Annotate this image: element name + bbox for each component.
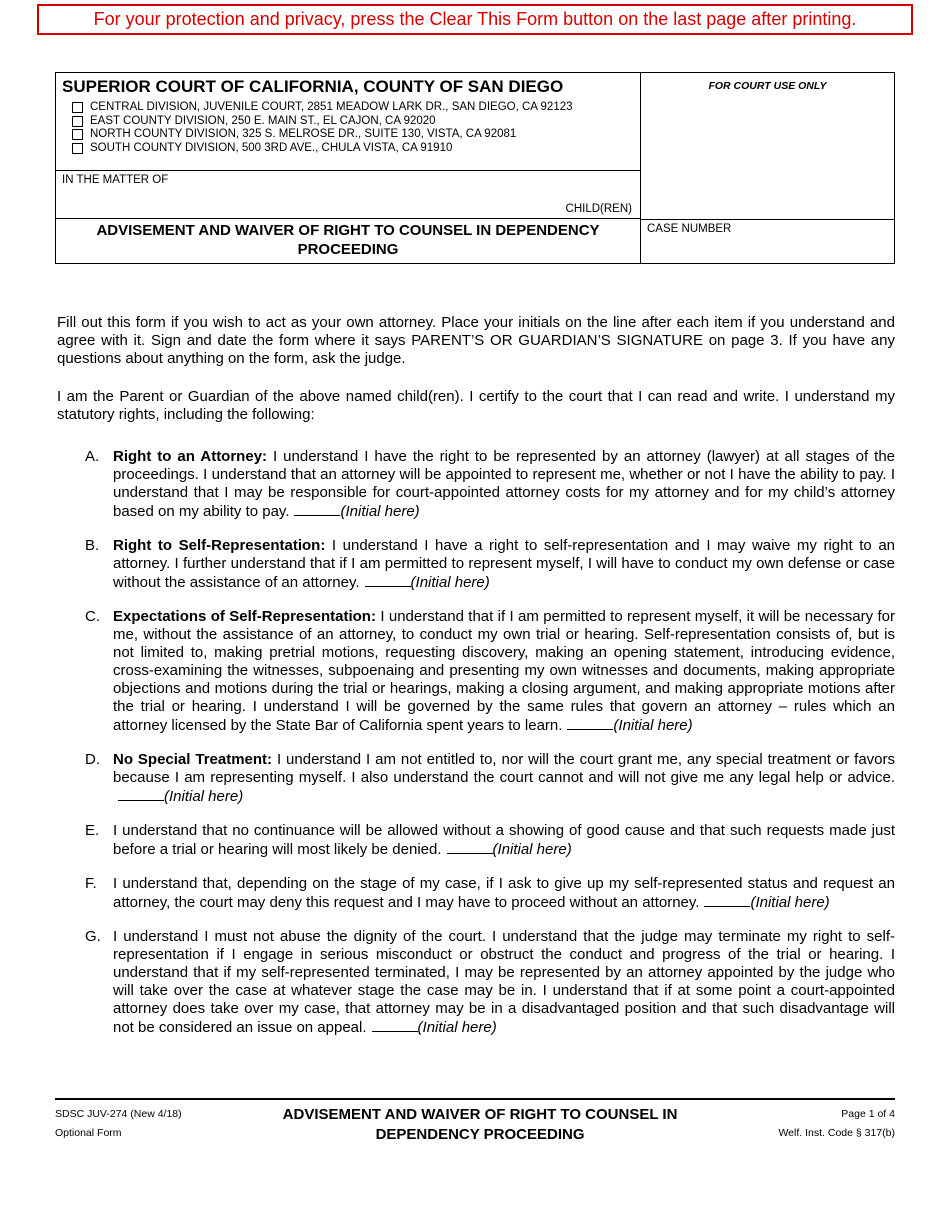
children-label: CHILD(REN) xyxy=(565,203,632,215)
item-title: Right to Self-Representation: xyxy=(113,537,332,554)
item-text xyxy=(113,448,895,521)
form-title-cell xyxy=(56,219,641,263)
statute-reference: Welf. Inst. Code § 317(b) xyxy=(778,1127,895,1139)
item-letter: A. xyxy=(85,448,100,465)
advisement-item-b xyxy=(57,537,895,592)
case-number-label: CASE NUMBER xyxy=(647,223,732,235)
division-row-south xyxy=(72,142,634,156)
initials-blank[interactable] xyxy=(365,573,411,587)
initials-blank[interactable] xyxy=(704,893,750,907)
initials-blank[interactable] xyxy=(372,1018,418,1032)
initial-here-label: (Initial here) xyxy=(613,717,693,734)
division-label: EAST COUNTY DIVISION, 250 E. MAIN ST., EL CAJON, CA 92020 xyxy=(90,114,436,127)
item-title: No Special Treatment: xyxy=(113,751,277,768)
item-text xyxy=(113,875,895,912)
division-checkbox-central[interactable] xyxy=(72,102,83,113)
item-text xyxy=(113,537,895,592)
division-row-north xyxy=(72,128,634,142)
form-body xyxy=(57,314,895,1053)
privacy-banner: For your protection and privacy, press the Clear This Form button on the last page after printing. xyxy=(37,4,913,35)
initial-here-label: (Initial here) xyxy=(164,788,244,805)
initial-here-label: (Initial here) xyxy=(492,841,572,858)
item-body-text: I understand I have the right to be represented by an attorney (lawyer) at all stages of the proceedings. I understand that an attorney will be appointed to represent me, whether or not I have the ability to pay. I understand that I may be responsible for court-appointed attorney costs for my attorney and for my child’s attorney based on my ability to pay. xyxy=(113,448,895,520)
for-court-use-cell xyxy=(641,73,894,219)
item-body-text: I understand I must not abuse the dignity of the court. I understand that the judge may terminate my right to self-representation if I engage in serious misconduct or obstruct the conduct and progress of the trial or hearing. I understand that if my self-represented terminated, I may be represented by an attorney appointed by the judge who will take over the case at whatever stage the case may be in. I understand that if at some point a court-appointed attorney does take over my case, that attorney may be in a disadvantaged position and that such disadvantage will not be considered an issue on appeal. xyxy=(113,928,895,1036)
division-row-east xyxy=(72,115,634,129)
initial-here-label: (Initial here) xyxy=(410,574,490,591)
advisement-item-d xyxy=(57,751,895,806)
advisement-item-g xyxy=(57,928,895,1037)
division-list xyxy=(72,101,634,155)
certification-paragraph: I am the Parent or Guardian of the above named child(ren). I certify to the court that I can read and write. I understand my statutory rights, including the following: xyxy=(57,388,895,423)
form-number: SDSC JUV-274 (New 4/18) xyxy=(55,1108,182,1120)
item-body-text: I understand that no continuance will be allowed without a showing of good cause and that such requests made just before a trial or hearing will most likely be denied. xyxy=(113,822,895,858)
initial-here-label: (Initial here) xyxy=(750,894,830,911)
division-checkbox-south[interactable] xyxy=(72,143,83,154)
advisement-item-c xyxy=(57,608,895,735)
page-number: Page 1 of 4 xyxy=(841,1108,895,1120)
matter-of-field[interactable] xyxy=(56,171,641,219)
instructions-paragraph: Fill out this form if you wish to act as your own attorney. Place your initials on the line after each item if you understand and agree with it. Sign and date the form where it says PARENT’S OR GUARDIAN’S SIGNATURE on page 3. If you have any questions about anything on the form, ask the judge. xyxy=(57,314,895,367)
advisement-item-f xyxy=(57,875,895,912)
item-body-text: I understand that, depending on the stage of my case, if I ask to give up my self-represented status and request an attorney, the court may deny this request and I may have to proceed without an attorney. xyxy=(113,875,895,911)
division-label: NORTH COUNTY DIVISION, 325 S. MELROSE DR., SUITE 130, VISTA, CA 92081 xyxy=(90,128,517,140)
item-letter: F. xyxy=(85,875,97,892)
form-caption-table xyxy=(55,72,895,264)
page-info-block xyxy=(778,1105,895,1143)
item-letter: G. xyxy=(85,928,101,945)
initial-here-label: (Initial here) xyxy=(340,503,420,520)
court-title: SUPERIOR COURT OF CALIFORNIA, COUNTY OF SAN DIEGO xyxy=(62,77,564,96)
item-title: Expectations of Self-Representation: xyxy=(113,608,381,625)
for-court-use-label: FOR COURT USE ONLY xyxy=(708,80,827,92)
initials-blank[interactable] xyxy=(567,716,613,730)
item-body-text: I understand I have a right to self-representation and I may waive my right to an attorney. I further understand that if I am permitted to represent myself, I will have to conduct my own defense or case without the assistance of an attorney. xyxy=(113,537,896,591)
item-text xyxy=(113,751,895,806)
division-label: CENTRAL DIVISION, JUVENILE COURT, 2851 MEADOW LARK DR., SAN DIEGO, CA 92123 xyxy=(90,101,573,113)
initial-here-label: (Initial here) xyxy=(417,1019,497,1036)
division-label: SOUTH COUNTY DIVISION, 500 3RD AVE., CHULA VISTA, CA 91910 xyxy=(90,141,453,154)
division-row-central xyxy=(72,101,634,115)
division-checkbox-north[interactable] xyxy=(72,129,83,140)
initials-blank[interactable] xyxy=(118,787,164,801)
case-number-field[interactable] xyxy=(641,219,894,263)
division-checkbox-east[interactable] xyxy=(72,116,83,127)
item-letter: E. xyxy=(85,822,100,839)
initials-blank[interactable] xyxy=(447,840,493,854)
item-text xyxy=(113,608,895,735)
form-title: ADVISEMENT AND WAIVER OF RIGHT TO COUNSEL IN DEPENDENCY PROCEEDING xyxy=(96,222,600,258)
item-body-text: I understand that if I am permitted to represent myself, it will be necessary for me, without the assistance of an attorney, to conduct my own trial or hearing. Self-representation consists of, but is not limited to, making pretrial motions, requesting discovery, making an opening statement, introducing evidence, cross-examining the witnesses, subpoenaing and presenting my own witnesses and documents, making appropriate objections and motions during the trial or hearings, making a closing argument, and making appropriate motions after the trial or hearing. I understand I will be governed by the same rules that govern an attorney – rules which an attorney licensed by the State Bar of California spent years to learn. xyxy=(113,608,895,734)
item-letter: B. xyxy=(85,537,100,554)
court-header-cell xyxy=(56,73,641,171)
matter-of-label: IN THE MATTER OF xyxy=(62,174,169,186)
footer-title: ADVISEMENT AND WAIVER OF RIGHT TO COUNSEL IN DEPENDENCY PROCEEDING xyxy=(282,1106,678,1143)
item-letter: C. xyxy=(85,608,100,625)
advisement-item-e xyxy=(57,822,895,859)
item-title: Right to an Attorney: xyxy=(113,448,274,465)
form-type: Optional Form xyxy=(55,1127,122,1139)
page-footer xyxy=(55,1098,895,1144)
item-body-text: I understand I am not entitled to, nor will the court grant me, any special treatment or favors because I am representing myself. I also understand the court cannot and will not give me any legal help or advice. xyxy=(113,751,895,786)
item-text xyxy=(113,928,895,1037)
item-letter: D. xyxy=(85,751,100,768)
item-text xyxy=(113,822,895,859)
advisement-item-a xyxy=(57,448,895,521)
form-id-block xyxy=(55,1105,182,1143)
initials-blank[interactable] xyxy=(294,502,340,516)
